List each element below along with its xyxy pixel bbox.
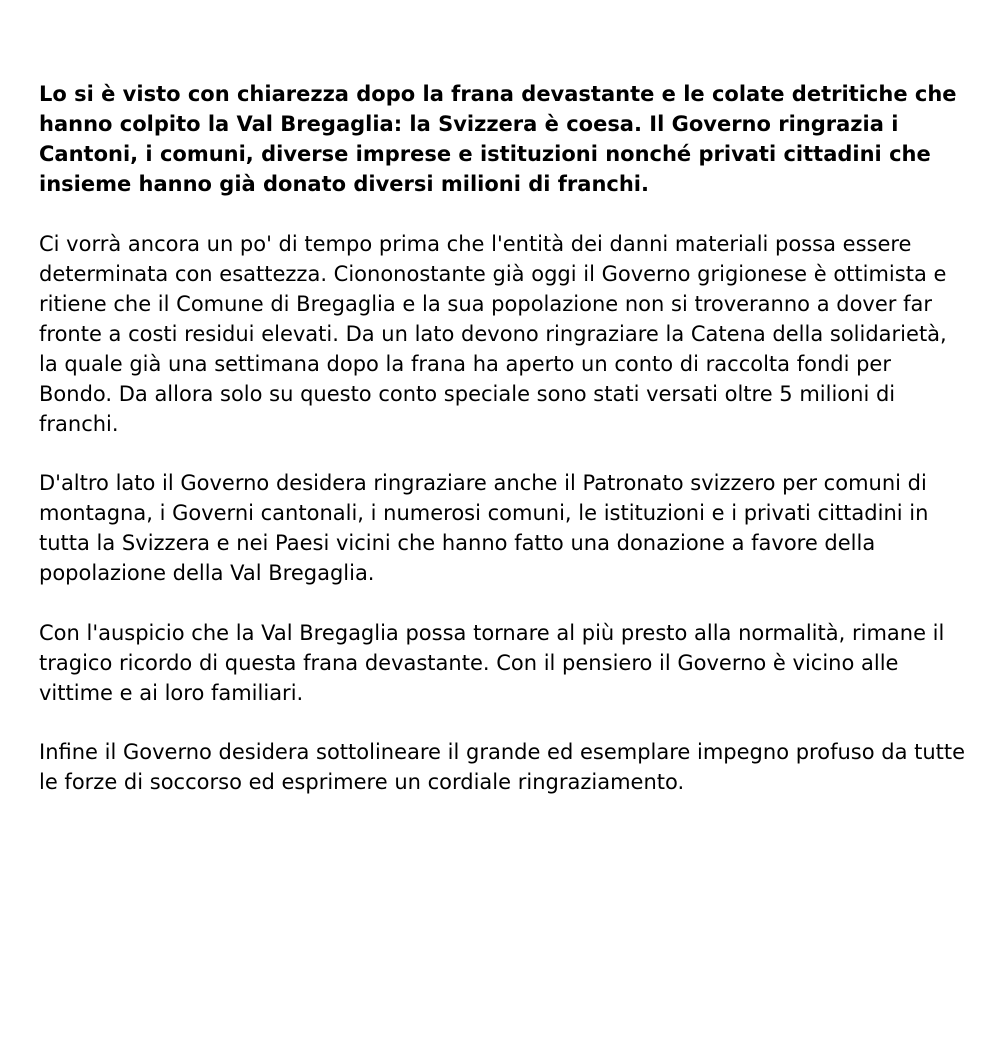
paragraph-remembrance: Con l'auspicio che la Val Bregaglia possa tornare al più presto alla normalità, rimane il tragico ricordo di questa frana devastante. Con il pensiero il Governo è vicino alle vittime e ai loro familiari. bbox=[39, 620, 945, 705]
paragraph-damage-assessment: Ci vorrà ancora un po' di tempo prima che l'entità dei danni materiali possa essere determinata con esattezza. Ciononostante già oggi il Governo grigionese è ottimista e ritiene che il Comune di Bregaglia e la sua popolazione non si troveranno a dover far fronte a costi residui elevati. Da un lato devono ringraziare la Catena della solidarietà, la quale già una settimana dopo la frana ha aperto un conto di raccolta fondi per Bondo. Da allora solo su questo conto speciale sono stati versati oltre 5 milioni di franchi. bbox=[39, 231, 947, 436]
lead-paragraph: Lo si è visto con chiarezza dopo la frana devastante e le colate detritiche che hanno colpito la Val Bregaglia: la Svizzera è coesa. Il Governo ringrazia i Cantoni, i comuni, diverse imprese e istituzioni nonché privati cittadini che insieme hanno già donato diversi milioni di franchi. bbox=[39, 82, 957, 196]
document-body bbox=[39, 79, 969, 827]
paragraph-rescue-forces: Infine il Governo desidera sottolineare il grande ed esemplare impegno profuso da tutte le forze di soccorso ed esprimere un cordiale ringraziamento. bbox=[39, 740, 966, 794]
paragraph-thanks-donors: D'altro lato il Governo desidera ringraziare anche il Patronato svizzero per comuni di montagna, i Governi cantonali, i numerosi comuni, le istituzioni e i privati cittadini in tutta la Svizzera e nei Paesi vicini che hanno fatto una donazione a favore della popolazione della Val Bregaglia. bbox=[39, 471, 929, 585]
